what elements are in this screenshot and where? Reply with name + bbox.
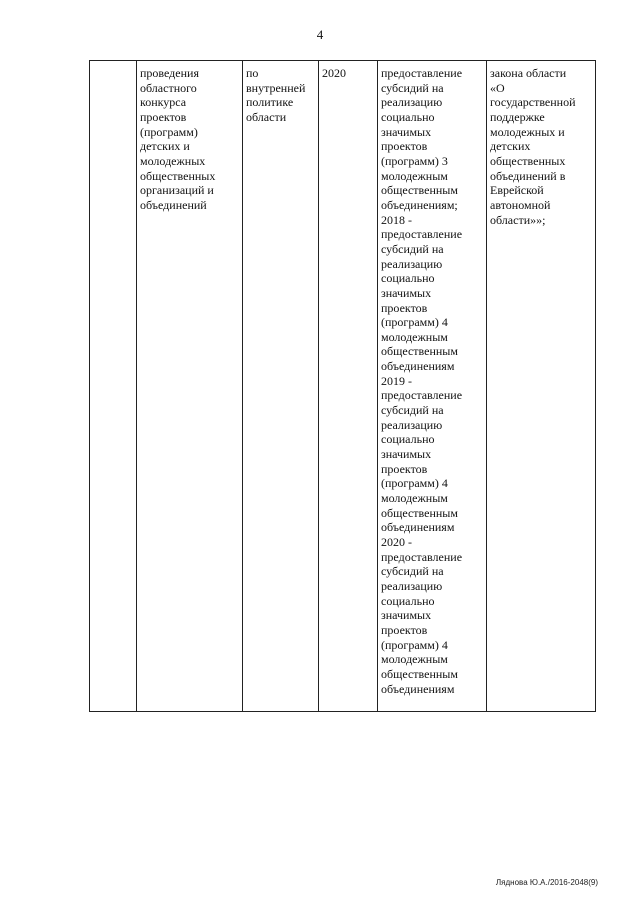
table-cell-year — [319, 61, 378, 712]
cell-text: предоставление субсидий на реализацию социально значимых проектов (программ) 3 молодежным общественным объединениям; 2018 - предоставление субсидий на реализацию социально значимых проектов (программ) 4 молодежным общественным объединениям 2019 - предоставление субсидий на реализацию социально значимых проектов (программ) 4 молодежным общественным объединениям 2020 - предоставление субсидий на реализацию социально значимых проектов (программ) 4 молодежным общественным объединениям — [381, 66, 463, 696]
table-row — [90, 61, 596, 712]
table-cell-result — [378, 61, 487, 712]
cell-text: закона области «О государственной поддержке молодежных и детских общественных объединений в Еврейской автономной области»»; — [490, 66, 576, 227]
document-footer-note: Ляднова Ю.А./2016-2048(9) — [495, 878, 598, 887]
table-cell-basis — [487, 61, 596, 712]
cell-text: 2020 — [322, 66, 346, 80]
cell-text: проведения областного конкурса проектов (программ) детских и молодежных общественных организаций и объединений — [140, 66, 216, 212]
document-table — [89, 60, 596, 712]
cell-text: по внутренней политике области — [246, 66, 306, 124]
table-cell-responsible — [243, 61, 319, 712]
page-number: 4 — [316, 27, 324, 42]
table-cell-number — [90, 61, 137, 712]
table-cell-event — [137, 61, 243, 712]
